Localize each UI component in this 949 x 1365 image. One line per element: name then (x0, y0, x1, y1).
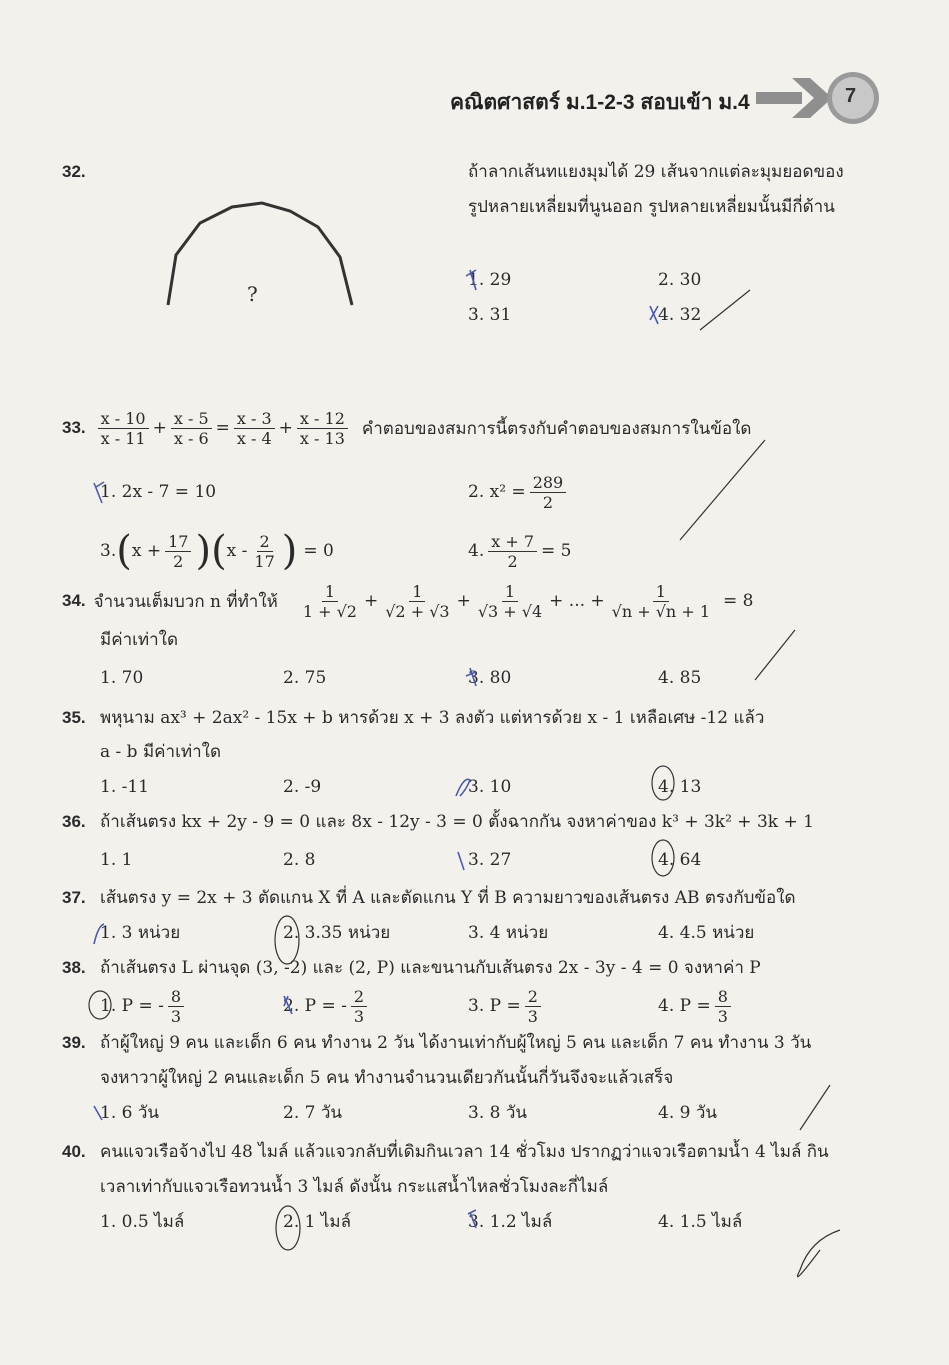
question-number: 34. (62, 591, 86, 610)
denominator: 3 (170, 1006, 182, 1026)
equation (62, 580, 753, 622)
choice[interactable]: 2. 1 ไมล์ (283, 1212, 352, 1232)
question-number: 32. (62, 162, 86, 181)
question-text: รูปหลายเหลี่ยมที่นูนออก รูปหลายเหลี่ยมนั้นมีกี่ด้าน (468, 197, 835, 217)
numerator: 17 (165, 532, 191, 552)
equation (62, 408, 751, 448)
choice[interactable]: 3. 27 (468, 850, 512, 870)
question-text: จงหาวาผู้ใหญ่ 2 คนและเด็ก 5 คน ทำงานจำนวนเดียวกันนั้นกี่วันจึงจะแล้วเสร็จ (100, 1068, 674, 1088)
choice[interactable]: 1. 2x - 7 = 10 (100, 482, 217, 502)
question-text: คำตอบของสมการนี้ตรงกับคำตอบของสมการในข้อใด (361, 418, 752, 439)
polygon-figure (160, 195, 370, 310)
choice[interactable]: 4. 32 (658, 305, 702, 325)
arrow-page-badge-icon (752, 72, 892, 126)
numerator: x - 12 (297, 409, 348, 429)
choice[interactable] (658, 986, 735, 1026)
choice[interactable]: 1. 0.5 ไมล์ (100, 1212, 185, 1232)
denominator: x - 13 (299, 428, 345, 448)
numerator: 1 (322, 582, 338, 602)
fraction (351, 987, 367, 1026)
choice[interactable]: 2. 7 วัน (283, 1103, 343, 1123)
choice[interactable] (100, 530, 334, 572)
choice[interactable]: 4. 64 (658, 850, 702, 870)
choice[interactable]: 3. 31 (468, 305, 512, 325)
choice[interactable] (468, 986, 545, 1026)
choice[interactable]: 4. 1.5 ไมล์ (658, 1212, 743, 1232)
paren: ) (281, 528, 298, 574)
denominator: 2 (507, 551, 518, 571)
choice[interactable]: 3. 1.2 ไมล์ (468, 1212, 553, 1232)
numerator: 1 (653, 582, 669, 602)
choice[interactable]: 4. 13 (658, 777, 702, 797)
question-text: พหุนาม ax³ + 2ax² - 15x + b หารด้วย x + 3 ลงตัว แต่หารด้วย x - 1 เหลือเศษ -12 แล้ว (100, 708, 765, 728)
denominator: x - 6 (173, 428, 209, 448)
denominator: x - 4 (236, 428, 272, 448)
choice[interactable]: 1. -11 (100, 777, 149, 797)
choice[interactable]: 1. 29 (468, 270, 512, 290)
choice[interactable] (100, 986, 188, 1026)
choice[interactable]: 1. 70 (100, 668, 144, 688)
operator: + (363, 591, 379, 611)
denominator: √n + √n + 1 (611, 601, 710, 621)
choice[interactable]: 4. 85 (658, 668, 702, 688)
question-number: 38. (62, 958, 86, 977)
numerator: x - 5 (171, 409, 212, 429)
fraction (475, 582, 545, 621)
numerator: 8 (715, 987, 731, 1007)
fraction (251, 532, 277, 571)
choice[interactable]: 3. 8 วัน (468, 1103, 528, 1123)
question-text: จำนวนเต็มบวก n ที่ทำให้ (93, 591, 278, 612)
question-text: a - b มีค่าเท่าใด (100, 742, 222, 762)
choice[interactable]: 3. 80 (468, 668, 512, 688)
choice[interactable]: 3. 10 (468, 777, 512, 797)
fraction (715, 987, 731, 1026)
denominator: √2 + √3 (385, 601, 450, 621)
operator: + (456, 591, 471, 611)
question-text: ถ้าผู้ใหญ่ 9 คน และเด็ก 6 คน ทำงาน 2 วัน ได้งานเท่ากับผู้ใหญ่ 5 คน และเด็ก 7 คน ทำงาน 3 วัน (100, 1033, 812, 1053)
figure-label: ? (247, 282, 258, 306)
question-number: 36. (62, 812, 86, 831)
fraction (165, 532, 191, 571)
question-text: ถ้าลากเส้นทแยงมุมได้ 29 เส้นจากแต่ละมุมยอดของ (468, 162, 844, 182)
fraction (171, 409, 212, 448)
fraction (297, 409, 348, 448)
choice-label: 3. (100, 541, 117, 561)
choice[interactable]: 3. 4 หน่วย (468, 923, 549, 943)
paren: ( (211, 528, 227, 574)
numerator: 1 (409, 582, 425, 602)
fraction (234, 409, 275, 448)
numerator: 8 (168, 987, 184, 1007)
fraction (168, 987, 184, 1026)
denominator: 3 (353, 1006, 365, 1026)
operator: = 8 (723, 591, 754, 611)
denominator: 2 (173, 551, 184, 571)
term: = 5 (541, 541, 572, 561)
numerator: 2 (351, 987, 367, 1007)
choice[interactable]: 2. -9 (283, 777, 322, 797)
choice[interactable]: 1. 6 วัน (100, 1103, 160, 1123)
choice[interactable] (468, 472, 570, 512)
header-title: คณิตศาสตร์ ม.1-2-3 สอบเข้า ม.4 (450, 91, 750, 114)
fraction (382, 582, 452, 621)
choice[interactable]: 1. 3 หน่วย (100, 923, 181, 943)
question-number: 33. (62, 418, 86, 437)
question-number: 40. (62, 1142, 86, 1161)
numerator: 289 (530, 473, 567, 493)
fraction (530, 473, 567, 512)
denominator: 3 (717, 1006, 728, 1026)
fraction (488, 532, 537, 571)
paren: ( (116, 528, 132, 574)
numerator: 2 (257, 532, 273, 552)
denominator: 2 (542, 492, 554, 512)
question-number: 35. (62, 708, 86, 727)
choice-label: 2. x² = (468, 482, 526, 502)
question-text: เวลาเท่ากับแจวเรือทวนน้ำ 3 ไมล์ ดังนั้น กระแสน้ำไหลชั่วโมงละกี่ไมล์ (100, 1177, 609, 1197)
choice-label: 1. P = - (100, 996, 164, 1016)
choice[interactable]: 1. 1 (100, 850, 133, 870)
denominator: x - 11 (100, 428, 146, 448)
choice-label: 2. P = - (283, 996, 347, 1016)
denominator: √3 + √4 (477, 601, 543, 621)
operator: + (278, 418, 293, 438)
question-text: มีค่าเท่าใด (100, 630, 179, 650)
choice[interactable]: 2. 8 (283, 850, 316, 870)
operator: + ... + (549, 591, 605, 611)
denominator: 1 + √2 (302, 601, 357, 621)
term: x - (226, 541, 248, 561)
choice[interactable] (468, 530, 571, 572)
choice[interactable]: 4. 4.5 หน่วย (658, 923, 755, 943)
numerator: x - 10 (98, 409, 149, 429)
question-text: คนแจวเรือจ้างไป 48 ไมล์ แล้วแจวกลับที่เดิมกินเวลา 14 ชั่วโมง ปรากฏว่าแจวเรือตามน้ำ 4 ไมล์ กิน (100, 1142, 829, 1162)
choice-label: 4. P = (658, 996, 711, 1016)
choice[interactable]: 2. 30 (658, 270, 702, 290)
operator: = (215, 418, 230, 438)
fraction (525, 987, 541, 1026)
fraction (300, 582, 360, 621)
question-text: ถ้าเส้นตรง kx + 2y - 9 = 0 และ 8x - 12y - 3 = 0 ตั้งฉากกัน จงหาค่าของ k³ + 3k² + 3k + 1 (100, 812, 814, 832)
choice-label: 4. (468, 541, 485, 561)
choice[interactable]: 2. 3.35 หน่วย (283, 923, 391, 943)
fraction (98, 409, 149, 448)
term: x + (131, 541, 162, 561)
choice[interactable]: 4. 9 วัน (658, 1103, 718, 1123)
choice[interactable] (283, 986, 371, 1026)
numerator: 2 (525, 987, 541, 1007)
denominator: 3 (527, 1006, 538, 1026)
question-text: ถ้าเส้นตรง L ผ่านจุด (3, -2) และ (2, P) และขนานกับเส้นตรง 2x - 3y - 4 = 0 จงหาค่า P (100, 958, 761, 978)
page-number: 7 (845, 85, 857, 107)
operator: + (152, 418, 167, 438)
question-text: เส้นตรง y = 2x + 3 ตัดแกน X ที่ A และตัดแกน Y ที่ B ความยาวของเส้นตรง AB ตรงกับข้อใด (100, 888, 796, 908)
numerator: 1 (502, 582, 518, 602)
numerator: x - 3 (234, 409, 275, 429)
paren: ) (195, 528, 212, 574)
question-number: 37. (62, 888, 86, 907)
question-number: 39. (62, 1033, 86, 1052)
denominator: 17 (254, 551, 275, 571)
term: = 0 (303, 541, 334, 561)
fraction (609, 582, 713, 621)
choice-label: 3. P = (468, 996, 521, 1016)
choice[interactable]: 2. 75 (283, 668, 327, 688)
numerator: x + 7 (488, 532, 537, 552)
